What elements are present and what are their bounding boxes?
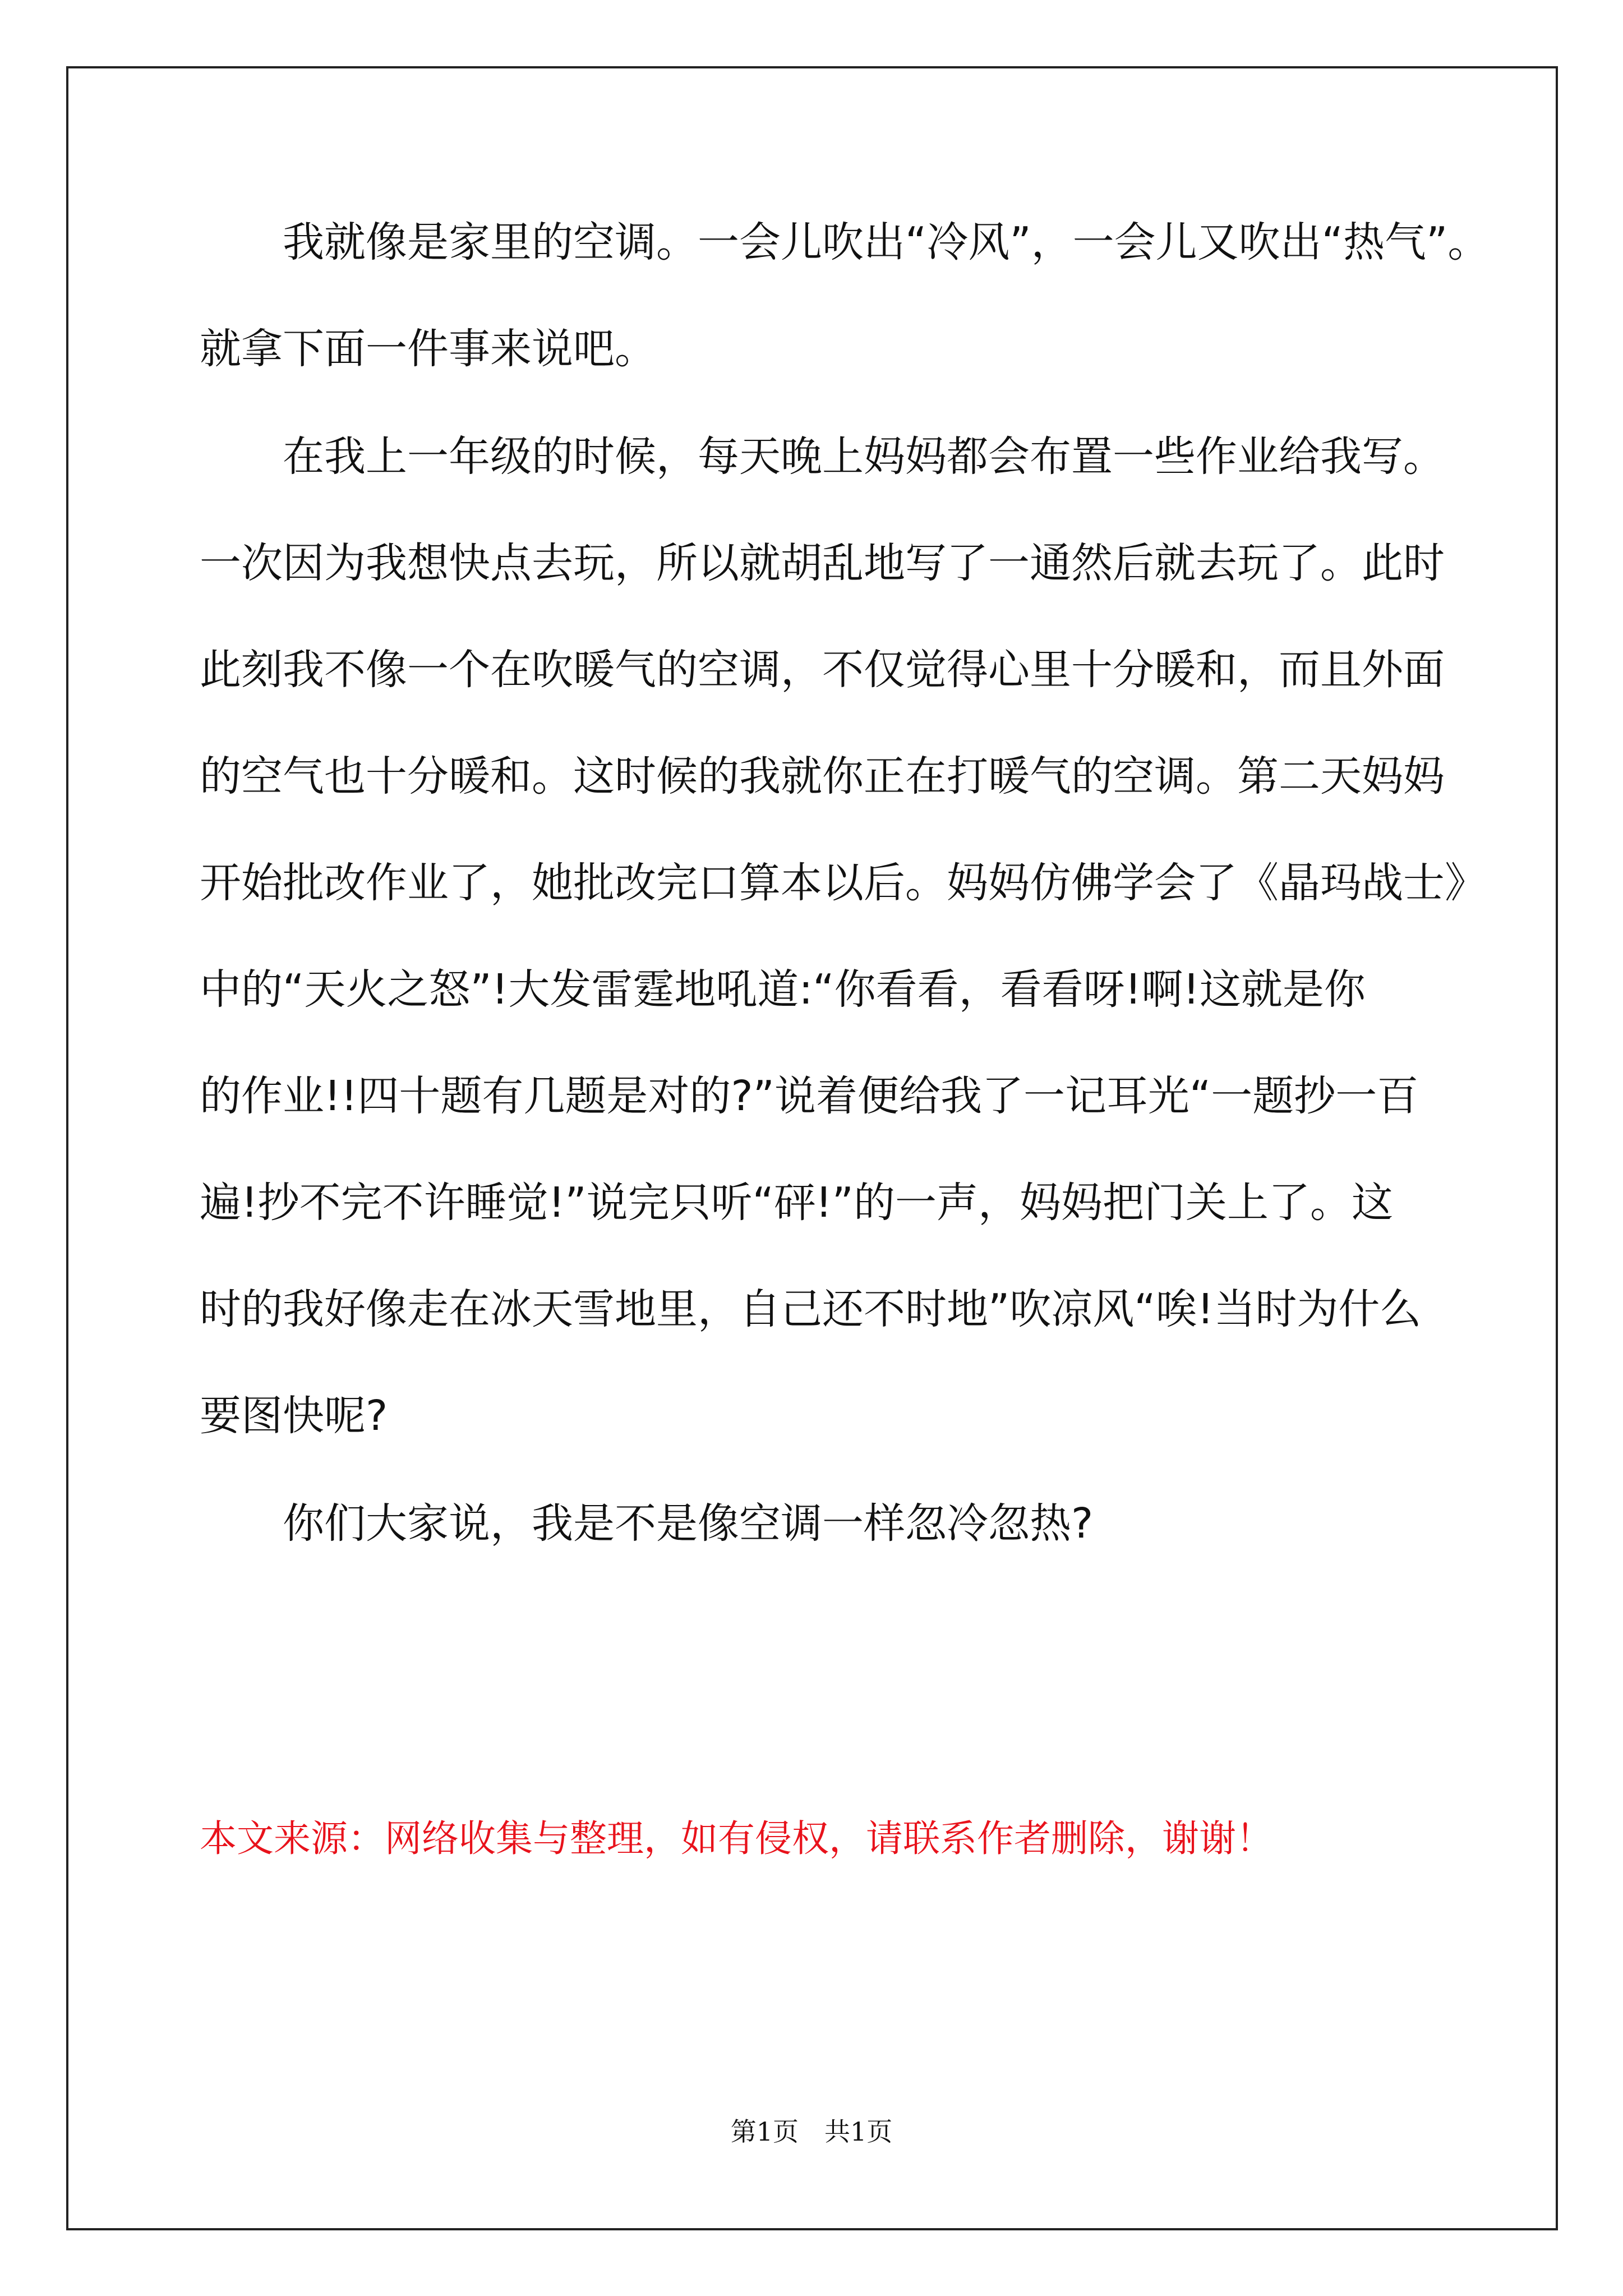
paragraph-2-line-10: 要图快呢? xyxy=(200,1392,388,1440)
paragraph-2-line-4: 的空气也十分暖和。这时候的我就你正在打暖气的空调。第二天妈妈 xyxy=(200,752,1445,800)
paragraph-1-line-1: 我就像是家里的空调。一会儿吹出“冷风”，一会儿又吹出“热气”。 xyxy=(200,218,1490,266)
paragraph-2-line-1: 在我上一年级的时候，每天晚上妈妈都会布置一些作业给我写。 xyxy=(200,432,1445,481)
page-frame xyxy=(66,66,1558,2230)
page-footer: 第1页 共1页 xyxy=(730,2116,893,2147)
paragraph-3-line-1: 你们大家说，我是不是像空调一样忽冷忽热? xyxy=(200,1499,1094,1548)
paragraph-2-line-2: 一次因为我想快点去玩，所以就胡乱地写了一通然后就去玩了。此时 xyxy=(200,539,1445,587)
paragraph-2-line-9: 时的我好像走在冰天雪地里，自己还不时地”吹凉风“唉!当时为什么 xyxy=(200,1285,1422,1333)
paragraph-2-line-3: 此刻我不像一个在吹暖气的空调，不仅觉得心里十分暖和，而且外面 xyxy=(200,646,1445,694)
paragraph-2-line-5: 开始批改作业了，她批改完口算本以后。妈妈仿佛学会了《晶玛战士》 xyxy=(200,859,1486,907)
paragraph-2-line-6: 中的“天火之怒”!大发雷霆地吼道:“你看看，看看呀!啊!这就是你 xyxy=(200,965,1366,1014)
paragraph-2-line-8: 遍!抄不完不许睡觉!”说完只听“砰!”的一声，妈妈把门关上了。这 xyxy=(200,1179,1394,1227)
paragraph-1-line-2: 就拿下面一件事来说吧。 xyxy=(200,325,656,373)
source-note: 本文来源：网络收集与整理，如有侵权，请联系作者删除，谢谢！ xyxy=(200,1817,1273,1860)
paragraph-2-line-7: 的作业!!四十题有几题是对的?”说着便给我了一记耳光“一题抄一百 xyxy=(200,1072,1419,1120)
